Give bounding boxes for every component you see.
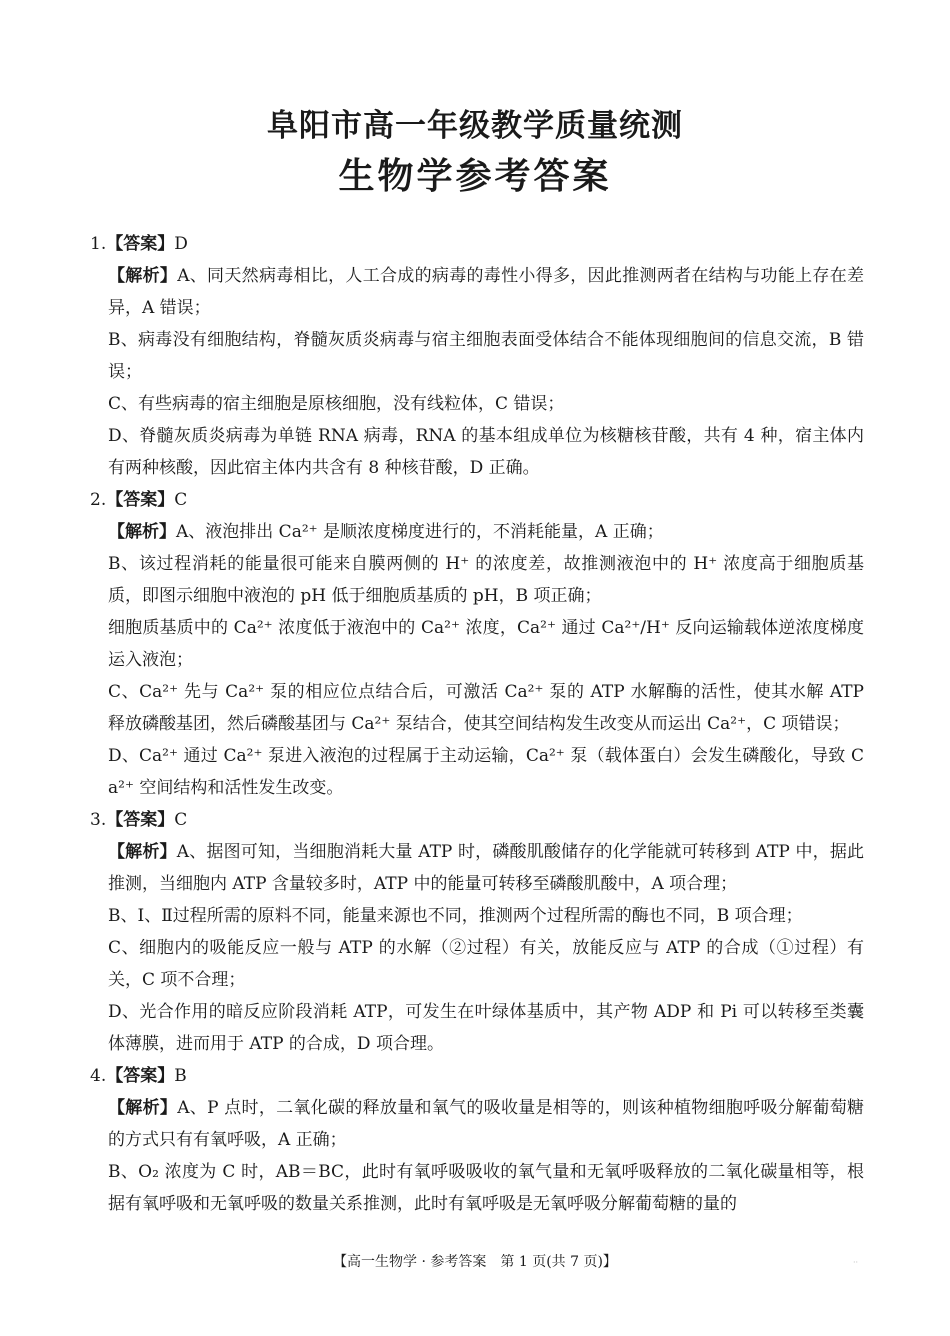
answer-tag: 【答案】 bbox=[106, 1066, 175, 1086]
question-4-answer: 4.【答案】B bbox=[90, 1066, 187, 1086]
answer-value: C bbox=[174, 490, 188, 510]
question-1-analysis-d: D、脊髓灰质炎病毒为单链 RNA 病毒，RNA 的基本组成单位为核糖核苷酸，共有 4 种，宿主体内有两种核酸，因此宿主体内共含有 8 种核苷酸，D 正确。 bbox=[108, 426, 864, 478]
question-3-answer: 3.【答案】C bbox=[90, 810, 188, 830]
question-1-analysis-c: C、有些病毒的宿主细胞是原核细胞，没有线粒体，C 错误； bbox=[108, 394, 565, 414]
corner-mark: ·· bbox=[853, 1258, 859, 1267]
question-1-analysis-a: 【解析】A、同天然病毒相比，人工合成的病毒的毒性小得多，因此推测两者在结构与功能上存在差异，A 错误； bbox=[108, 266, 864, 318]
exam-title: 阜阳市高一年级教学质量统测 bbox=[267, 108, 683, 144]
question-1-answer: 1.【答案】D bbox=[90, 234, 188, 254]
analysis-tag: 【解析】 bbox=[108, 266, 178, 286]
document-subtitle: 生物学参考答案 bbox=[338, 156, 612, 197]
question-3-analysis-a: 【解析】A、据图可知，当细胞消耗大量 ATP 时，磷酸肌酸储存的化学能就可转移到 ATP 中，据此推测，当细胞内 ATP 含量较多时，ATP 中的能量可转移至磷酸肌酸中，A 项合理； bbox=[108, 842, 865, 894]
question-2-analysis-note: 细胞质基质中的 Ca²⁺ 浓度低于液泡中的 Ca²⁺ 浓度，Ca²⁺ 通过 Ca²⁺/H⁺ 反向运输载体逆浓度梯度运入液泡； bbox=[108, 618, 864, 670]
question-3-analysis-d: D、光合作用的暗反应阶段消耗 ATP，可发生在叶绿体基质中，其产物 ADP 和 Pi 可以转移至类囊体薄膜，进而用于 ATP 的合成，D 项合理。 bbox=[108, 1002, 864, 1054]
answer-value: B bbox=[174, 1066, 187, 1086]
analysis-tag: 【解析】 bbox=[108, 522, 176, 542]
analysis-tag: 【解析】 bbox=[108, 842, 177, 862]
question-2-answer: 2.【答案】C bbox=[90, 490, 188, 510]
question-3-analysis-b: B、Ⅰ、Ⅱ过程所需的原料不同，能量来源也不同，推测两个过程所需的酶也不同，B 项合理； bbox=[108, 906, 803, 926]
question-2-analysis-d: D、Ca²⁺ 通过 Ca²⁺ 泵进入液泡的过程属于主动运输，Ca²⁺ 泵（载体蛋白）会发生磷酸化，导致 Ca²⁺ 空间结构和活性发生改变。 bbox=[108, 746, 864, 798]
question-1-analysis-b: B、病毒没有细胞结构，脊髓灰质炎病毒与宿主细胞表面受体结合不能体现细胞间的信息交流，B 错误； bbox=[108, 330, 864, 382]
answer-tag: 【答案】 bbox=[106, 490, 175, 510]
question-4-analysis-a: 【解析】A、P 点时，二氧化碳的释放量和氧气的吸收量是相等的，则该种植物细胞呼吸分解葡萄糖的方式只有有氧呼吸，A 正确； bbox=[108, 1098, 864, 1150]
answer-value: C bbox=[174, 810, 188, 830]
analysis-tag: 【解析】 bbox=[108, 1098, 178, 1118]
answer-value: D bbox=[174, 234, 188, 254]
question-4-analysis-b: B、O₂ 浓度为 C 时，AB＝BC，此时有氧呼吸吸收的氧气量和无氧呼吸释放的二氧化碳量相等，根据有氧呼吸和无氧呼吸的数量关系推测，此时有氧呼吸是无氧呼吸分解葡萄糖的量的 bbox=[108, 1162, 864, 1214]
answer-tag: 【答案】 bbox=[106, 810, 175, 830]
question-2-analysis-a: 【解析】A、液泡排出 Ca²⁺ 是顺浓度梯度进行的，不消耗能量，A 正确； bbox=[108, 522, 664, 542]
answer-content bbox=[82, 228, 864, 1220]
question-2-analysis-b: B、该过程消耗的能量很可能来自膜两侧的 H⁺ 的浓度差，故推测液泡中的 H⁺ 浓度高于细胞质基质，即图示细胞中液泡的 pH 低于细胞质基质的 pH，B 项正确； bbox=[108, 554, 864, 606]
question-3-analysis-c: C、细胞内的吸能反应一般与 ATP 的水解（②过程）有关，放能反应与 ATP 的合成（①过程）有关，C 项不合理； bbox=[108, 938, 864, 990]
answer-tag: 【答案】 bbox=[106, 234, 175, 254]
question-2-analysis-c: C、Ca²⁺ 先与 Ca²⁺ 泵的相应位点结合后，可激活 Ca²⁺ 泵的 ATP 水解酶的活性，使其水解 ATP 释放磷酸基团，然后磷酸基团与 Ca²⁺ 泵结合，使其空间结构发生改变从而运出 Ca²⁺，C 项错误； bbox=[108, 682, 864, 734]
page-footer: 【高一生物学 · 参考答案 第 1 页(共 7 页)】 bbox=[333, 1254, 617, 1270]
